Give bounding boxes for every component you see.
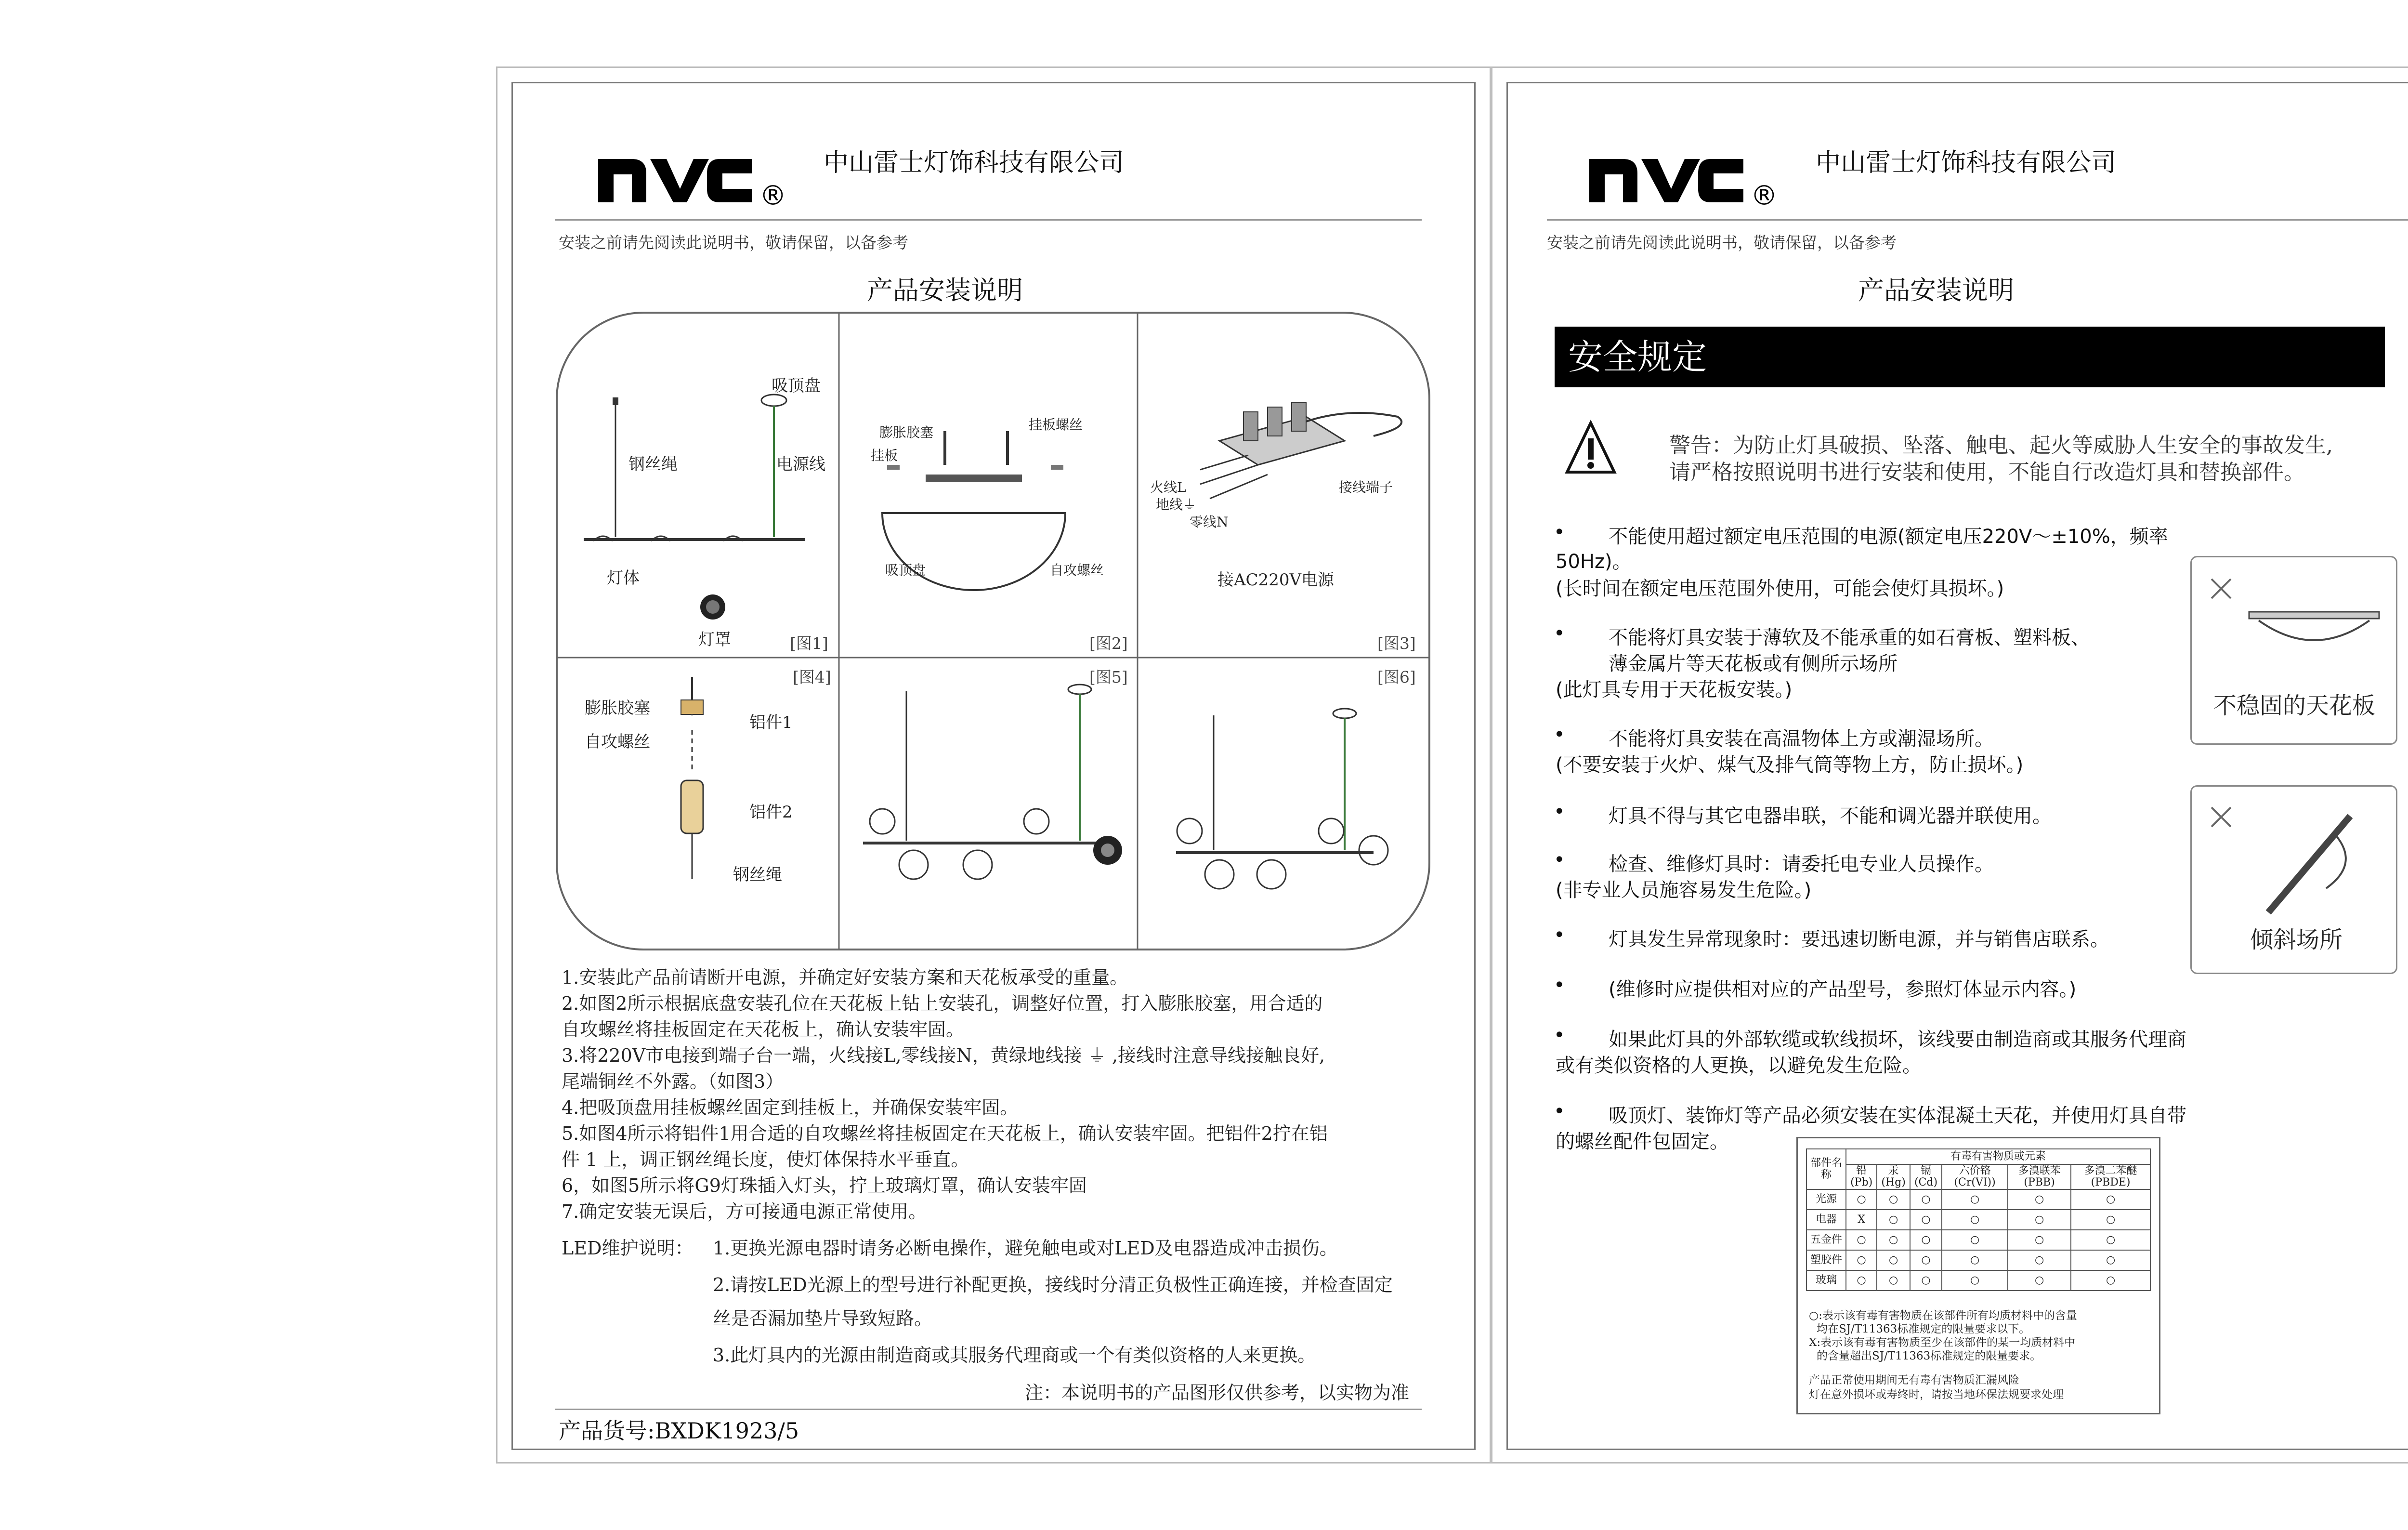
warning-text: 请严格按照说明书进行安装和使用，不能自行改造灯具和替换部件。 [1669, 460, 2305, 485]
read-note-right: 安装之前请先阅读此说明书，敬请保留，以备参考 [1547, 233, 1897, 252]
element-header: 铅(Pb) [1846, 1164, 1877, 1189]
rule-line: 或有类似资格的人更换，以避免发生危险。 [1556, 1055, 1922, 1077]
table-row: 五金件 ○ ○ ○ ○ ○ ○ [1806, 1230, 2150, 1250]
table-row: 电器 X ○ ○ ○ ○ ○ [1806, 1210, 2150, 1230]
rule-line: 不能使用超过额定电压范围的电源(额定电压220V～±10%，频率 [1609, 526, 2168, 548]
warning-icon [1564, 419, 1617, 477]
rule-line: 灯具不得与其它电器串联，不能和调光器并联使用。 [1609, 805, 2052, 827]
table-note: ○:表示该有毒有害物质在该部件所有均质材料中的含量 [1809, 1309, 2077, 1322]
page-title-left: 产品安装说明 [867, 275, 1023, 305]
nvc-logo-right [1584, 130, 1778, 217]
hazard-table [1806, 1148, 2151, 1291]
fig1-power-cord-label: 电源线 [776, 455, 825, 474]
product-sku: 产品货号:BXDK1923/5 [559, 1418, 799, 1444]
step-line: 件 1 上，调正钢丝绳长度，使灯体保持水平垂直。 [562, 1149, 969, 1170]
unstable-ceiling-illustration [2196, 564, 2394, 679]
fig2-mount-plate-label: 挂板 [871, 448, 898, 463]
fig1-tag: [图1] [790, 634, 828, 653]
header-rule-right [1547, 219, 2408, 221]
fig1-wire-rope-label: 钢丝绳 [628, 455, 678, 474]
header-rule-left [555, 219, 1422, 221]
led-item: 1.更换光源电器时请务必断电操作，避免触电或对LED及电器造成冲击损伤。 [713, 1238, 1338, 1259]
table-row: 玻璃 ○ ○ ○ ○ ○ ○ [1806, 1270, 2150, 1291]
fig6-lamp-drawing [1176, 709, 1388, 889]
bullet-dot: • [1554, 1024, 1565, 1046]
led-item: 丝是否漏加垫片导致短路。 [713, 1308, 933, 1329]
fig4-part1-label: 铝件1 [749, 713, 793, 732]
bullet-dot: • [1554, 622, 1565, 645]
fig2-anchor-label: 膨胀胶塞 [879, 424, 934, 440]
rule-line: 吸顶灯、装饰灯等产品必须安装在实体混凝土天花，并使用灯具自带 [1609, 1105, 2186, 1127]
rule-line: (长时间在额定电压范围外使用，可能会使灯具损坏。) [1556, 578, 2004, 600]
fig3-tag: [图3] [1377, 634, 1416, 653]
step-line: 自攻螺丝将挂板固定在天花板上，确认安装牢固。 [562, 1019, 965, 1040]
table-row: 光源 ○ ○ ○ ○ ○ ○ [1806, 1189, 2150, 1210]
fig1-lamp-body-label: 灯体 [607, 568, 640, 588]
safety-header: 安全规定 [1555, 327, 2385, 387]
element-header: 镉(Cd) [1910, 1164, 1942, 1189]
company-name-right: 中山雷士灯饰科技有限公司 [1816, 148, 2117, 177]
rule-line: (此灯具专用于天花板安装。) [1556, 679, 1793, 701]
rule-line: 50Hz)。 [1556, 551, 1632, 573]
rule-line: 灯具发生异常现象时：要迅速切断电源，并与销售店联系。 [1609, 928, 2109, 950]
fig6-tag: [图6] [1377, 668, 1416, 686]
footer-rule [555, 1409, 1422, 1410]
bullet-dot: • [1554, 724, 1565, 746]
led-maintenance-label: LED维护说明： [562, 1238, 694, 1259]
bullet-dot: • [1554, 521, 1565, 543]
rule-line: (维修时应提供相对应的产品型号，参照灯体显示内容。) [1609, 978, 2077, 1001]
nvc-logo-left [593, 130, 786, 217]
table-note: 产品正常使用期间无有毒有害物质汇漏风险 [1809, 1374, 2019, 1386]
page-title-right: 产品安装说明 [1858, 275, 2014, 305]
table-note: 灯在意外损坏或寿终时，请按当地环保法规要求处理 [1809, 1388, 2064, 1401]
col-part-header: 部件名称 [1806, 1149, 1846, 1189]
fig2-tag: [图2] [1089, 634, 1128, 653]
rule-line: (非专业人员施容易发生危险。) [1556, 879, 1812, 901]
table-note: X:表示该有毒有害物质至少在该部件的某一均质材料中 [1809, 1336, 2076, 1349]
table-row: 塑胶件 ○ ○ ○ ○ ○ ○ [1806, 1250, 2150, 1270]
slope-illustration [2196, 792, 2394, 922]
disclaimer: 注：本说明书的产品图形仅供参考，以实物为准 [1025, 1382, 1410, 1403]
unstable-ceiling-label: 不稳固的天花板 [2213, 692, 2376, 719]
fig2-tapping-screw-label: 自攻螺丝 [1050, 562, 1104, 578]
rule-line: 如果此灯具的外部软缆或软线损坏，该线要由制造商或其服务代理商 [1609, 1029, 2186, 1051]
bullet-dot: • [1554, 801, 1565, 823]
fig2-ceiling-plate-label: 吸顶盘 [885, 562, 926, 578]
fig3-live-label: 火线L [1150, 479, 1186, 495]
fig3-neutral-label: 零线N [1190, 514, 1229, 530]
fig5-lamp-drawing [863, 685, 1122, 879]
step-line: 2.如图2所示根据底盘安装孔位在天花板上钻上安装孔，调整好位置，打入膨胀胶塞，用合适的 [562, 993, 1323, 1014]
rule-line: 的螺丝配件包固定。 [1556, 1131, 1729, 1153]
rule-line: (不要安装于火炉、煤气及排气筒等物上方，防止损坏。) [1556, 754, 2024, 776]
bullet-dot: • [1554, 849, 1565, 871]
bullet-dot: • [1554, 924, 1565, 946]
company-name-left: 中山雷士灯饰科技有限公司 [824, 148, 1125, 177]
figure-panel [555, 311, 1431, 951]
fig3-terminal-label: 接线端子 [1339, 479, 1393, 495]
step-line: 4.把吸顶盘用挂板螺丝固定到挂板上，并确保安装牢固。 [562, 1097, 1019, 1118]
step-line: 7.确定安装无误后，方可接通电源正常使用。 [562, 1201, 927, 1222]
rule-line: 检查、维修灯具时：请委托电专业人员操作。 [1609, 853, 1994, 875]
bullet-dot: • [1554, 1100, 1565, 1122]
registered-mark: ® [1751, 180, 1778, 211]
fig5-tag: [图5] [1089, 668, 1128, 686]
rule-line: 不能将灯具安装于薄软及不能承重的如石膏板、塑料板、 [1609, 627, 2090, 649]
fig4-wire-rope-label: 钢丝绳 [733, 865, 782, 884]
rule-line: 不能将灯具安装在高温物体上方或潮湿场所。 [1609, 728, 1994, 750]
fig4-tapping-screw-label: 自攻螺丝 [585, 732, 650, 752]
fig4-anchor-label: 膨胀胶塞 [585, 699, 650, 718]
rule-line: 薄金属片等天花板或有侧所示场所 [1609, 653, 1898, 675]
fig2-plate-screw-label: 挂板螺丝 [1029, 417, 1083, 433]
step-line: 1.安装此产品前请断开电源，并确定好安装方案和天花板承受的重量。 [562, 967, 1128, 988]
fig3-earth-label: 地线⏚ [1156, 497, 1197, 513]
warning-text: 警告：为防止灯具破损、坠落、触电、起火等威胁人生安全的事故发生, [1669, 433, 2333, 458]
fig4-parts-drawing [681, 677, 703, 879]
led-item: 3.此灯具内的光源由制造商或其服务代理商或一个有类似资格的人来更换。 [713, 1345, 1316, 1366]
registered-mark: ® [759, 180, 786, 211]
table-note: 均在SJ/T11363标准规定的限量要求以下。 [1817, 1323, 2030, 1335]
fig1-shade-label: 灯罩 [698, 630, 731, 649]
step-line: 3.将220V市电接到端子台一端，火线接L,零线接N，黄绿地线接 ⏚ ,接线时注意导线接触良好, [562, 1045, 1325, 1066]
table-note: 的含量超出SJ/T11363标准规定的限量要求。 [1817, 1350, 2042, 1362]
read-note-left: 安装之前请先阅读此说明书，敬请保留，以备参考 [559, 233, 908, 252]
fig3-power-label: 接AC220V电源 [1217, 570, 1335, 590]
step-line: 5.如图4所示将铝件1用合适的自攻螺丝将挂板固定在天花板上，确认安装牢固。把铝件2拧在铝 [562, 1123, 1328, 1144]
element-header: 汞(Hg) [1877, 1164, 1910, 1189]
slope-label: 倾斜场所 [2250, 926, 2343, 953]
fig4-part2-label: 铝件2 [749, 803, 793, 822]
element-header: 多溴联苯(PBB) [2008, 1164, 2071, 1189]
bullet-dot: • [1554, 974, 1565, 996]
element-header: 六价铬(Cr(VI)) [1942, 1164, 2008, 1189]
step-line: 尾端铜丝不外露。（如图3） [562, 1071, 784, 1092]
step-line: 6，如图5所示将G9灯珠插入灯头，拧上玻璃灯罩，确认安装牢固 [562, 1175, 1087, 1196]
group-header: 有毒有害物质或元素 [1846, 1149, 2150, 1164]
fig1-ceiling-plate-label: 吸顶盘 [772, 376, 821, 396]
element-header: 多溴二苯醚(PBDE) [2071, 1164, 2150, 1189]
led-item: 2.请按LED光源上的型号进行补配更换，接线时分清正负极性正确连接，并检查固定 [713, 1274, 1393, 1295]
fig4-tag: [图4] [793, 668, 831, 686]
